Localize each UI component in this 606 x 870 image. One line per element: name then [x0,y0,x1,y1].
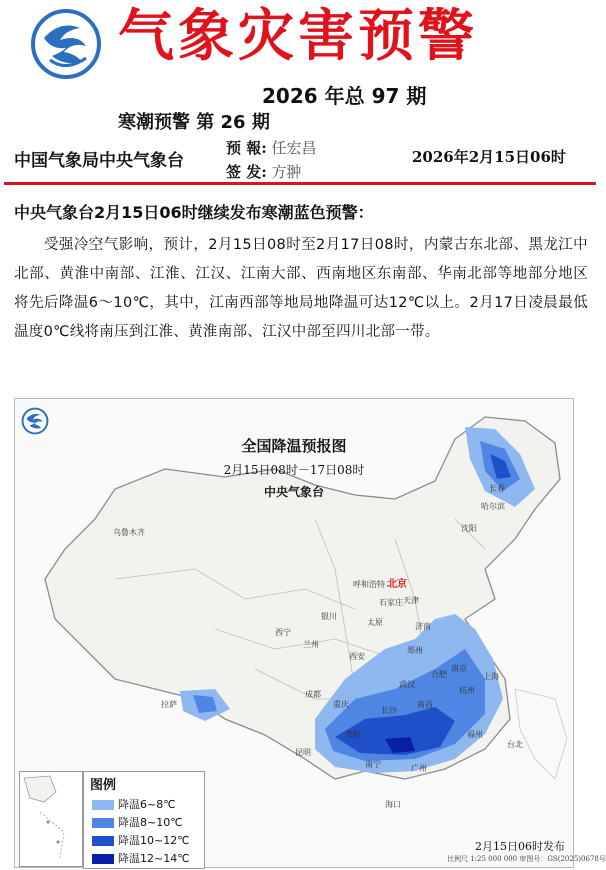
south-china-sea-inset [19,771,83,867]
city-label: 银川 [321,612,337,621]
legend-label: 降温6~8℃ [118,798,176,811]
city-label: 呼和浩特 [353,580,385,589]
forecaster-label: 预 報: [226,139,267,157]
city-label: 哈尔滨 [481,502,505,511]
forecaster-name: 任宏昌 [271,139,317,157]
city-label: 南宁 [365,760,381,769]
legend-label: 降温12~14℃ [118,852,190,865]
east-sea-region [515,689,567,779]
city-label: 昆明 [295,748,311,757]
legend-label: 降温8~10℃ [118,816,183,829]
city-label: 南昌 [417,700,433,709]
legend-item [92,814,183,830]
city-label: 拉萨 [161,700,177,709]
map-institution: 中央气象台 [263,485,324,499]
warning-number: 寒潮预警 第 26 期 [118,112,270,133]
city-label: 西安 [349,652,365,661]
city-label: 长春 [489,484,505,493]
city-label: 台北 [507,740,523,749]
map-logo-icon [21,407,49,435]
issue-number: 2026 年总 97 期 [262,84,427,108]
city-label: 海口 [385,800,401,809]
city-label: 西宁 [275,628,291,637]
city-label: 济南 [415,622,431,631]
city-label: 武汉 [399,680,415,689]
city-label: 天津 [403,596,419,605]
headline: 中央气象台2月15日06时继续发布寒潮蓝色预警： [14,203,374,222]
legend-swatch [92,854,114,864]
legend-item [92,796,176,812]
legend-swatch [92,818,114,828]
city-label: 太原 [367,618,383,627]
legend-swatch [92,836,114,846]
issuer-label: 签 发: [226,163,267,181]
city-label: 贵阳 [345,730,361,739]
body-paragraph: 受强冷空气影响，预计，2月15日08时至2月17日08时，内蒙古东北部、黑龙江中北部、黄淮中南部、江淮、江汉、江南大部、西南地区东南部、华南北部等地部分地区将先后降温6～10℃，其中，江南西部等地局地降温可达12℃以上。2月17日凌晨最低温度0℃线将南压到江淮、黄淮南部、江汉中部至四川北部一带。 [14,237,588,340]
city-label: 上海 [483,672,499,681]
cma-logo-icon [30,8,102,80]
map-legend [83,771,205,869]
city-label: 乌鲁木齐 [113,528,145,537]
legend-item [92,850,190,866]
map-date-range: 2月15日08时－17日08时 [223,463,365,477]
city-label: 南京 [451,664,467,673]
city-label: 合肥 [431,670,447,679]
city-label: 成都 [305,690,321,699]
header-divider [4,182,596,185]
map-title: 全国降温预报图 [241,437,347,455]
city-label: 广州 [411,764,427,773]
legend-item [92,832,190,848]
city-label: 郑州 [407,646,423,655]
legend-title: 图例 [90,778,117,793]
city-label: 石家庄 [379,598,403,607]
city-label: 杭州 [459,686,475,695]
city-label: 沈阳 [461,524,477,533]
map-issued-time: 2月15日06时发布 [475,840,565,853]
document-title: 气象灾害预警 [118,4,478,69]
cooling-forecast-map [14,398,606,868]
issue-date: 2026年2月15日06时 [412,148,566,166]
city-label: 重庆 [333,700,349,709]
legend-swatch [92,800,114,810]
map-scale: 比例尺 1:25 000 000 审图号：GS(2025)0678号 [447,855,606,863]
city-label: 兰州 [303,640,319,649]
issuer-name: 方翀 [271,163,302,181]
capital-label: 北京 [387,579,407,590]
city-label: 福州 [467,730,483,739]
organization: 中国气象局中央气象台 [14,151,184,171]
forecaster-block [226,136,317,184]
city-label: 长沙 [381,706,397,715]
legend-label: 降温10~12℃ [118,834,190,847]
